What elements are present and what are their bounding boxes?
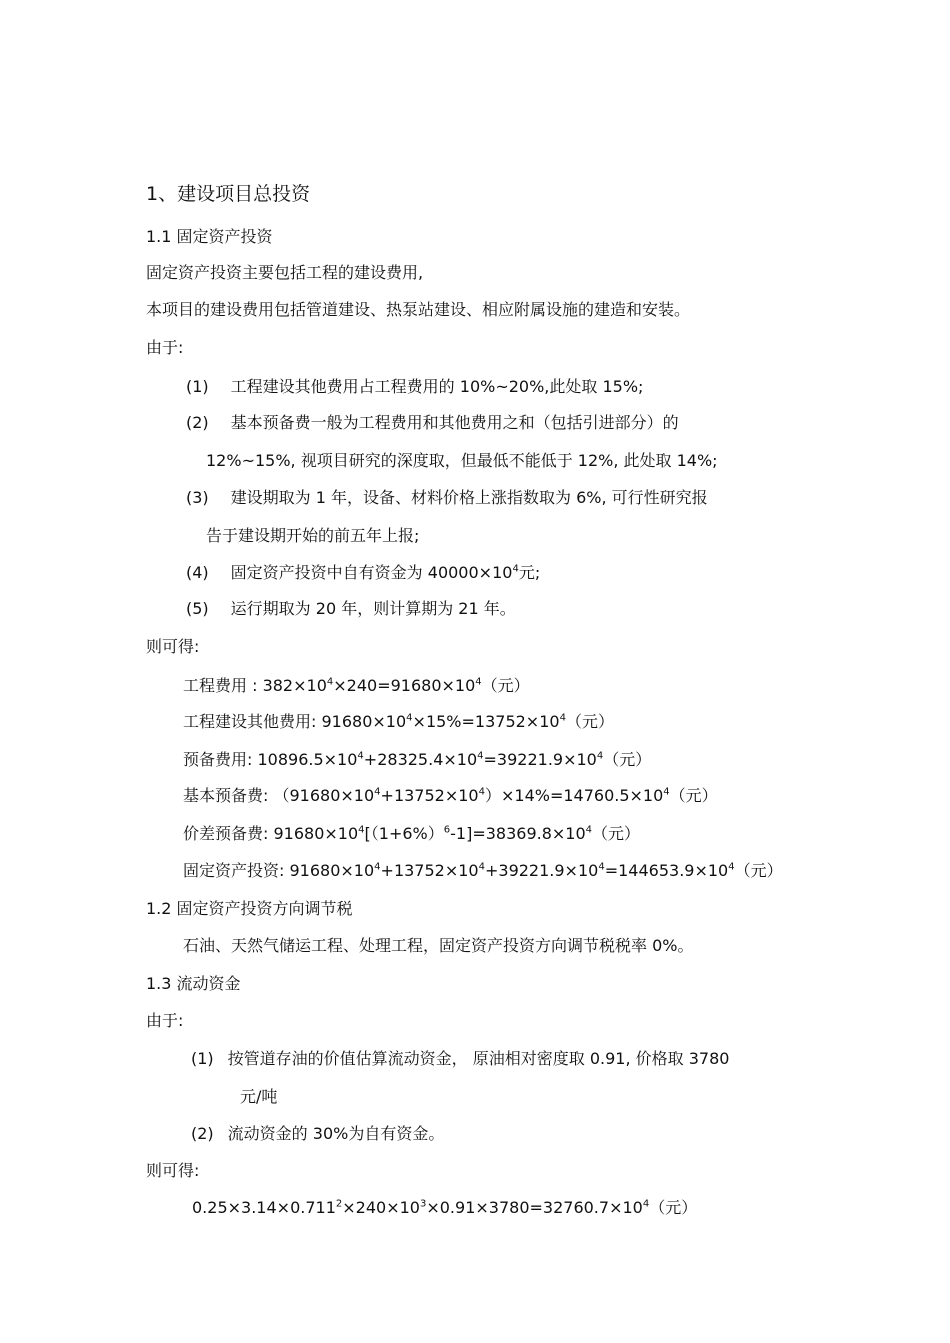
list-item: [186, 599, 516, 619]
working-capital-formula: [192, 1198, 697, 1218]
superscript: 4: [374, 786, 381, 798]
calc-other-cost: [183, 712, 614, 732]
list-number: (1): [191, 1049, 214, 1068]
superscript: 4: [598, 861, 605, 873]
superscript: 4: [326, 676, 334, 688]
section-1-2-title: 1.2 固定资产投资方向调节税: [146, 899, 353, 918]
calc-text: 工程建设其他费用: 91680×10: [183, 712, 407, 731]
calc-text: 0.25×3.14×0.711: [192, 1198, 336, 1217]
list-number: (2): [191, 1124, 214, 1143]
list-item: [186, 377, 643, 397]
superscript: 4: [477, 750, 484, 762]
list-text: 基本预备费一般为工程费用和其他费用之和（包括引进部分）的: [230, 413, 679, 432]
list-number: (3): [186, 488, 209, 507]
calc-text: 工程费用 : 382×10: [183, 676, 327, 695]
because-label: 由于:: [146, 1011, 184, 1030]
thus-label: 则可得:: [146, 1161, 200, 1180]
superscript: 2: [335, 1198, 343, 1210]
page-heading: 1、建设项目总投资: [146, 183, 311, 205]
calc-text: （元）: [481, 676, 530, 695]
thus-label: 则可得:: [146, 637, 200, 656]
calc-text: +28325.4×10: [363, 750, 478, 769]
calc-text: [（1+6%）: [364, 824, 444, 843]
because-label: 由于:: [146, 338, 184, 357]
superscript: 6: [443, 824, 451, 836]
list-text: 建设期取为 1 年，设备、材料价格上涨指数取为 6%, 可行性研究报: [230, 488, 708, 507]
calc-text: =39221.9×10: [483, 750, 597, 769]
list-text: 固定资产投资中自有资金为 40000×10: [230, 563, 513, 582]
list-item-continuation: 告于建设期开始的前五年上报;: [206, 526, 420, 545]
superscript: 4: [559, 712, 566, 724]
calc-text: 固定资产投资: 91680×10: [183, 861, 375, 880]
superscript: 4: [357, 750, 364, 762]
list-number: (4): [186, 563, 209, 582]
superscript: 4: [374, 861, 381, 873]
superscript: 4: [512, 563, 519, 575]
list-text: 流动资金的 30%为自有资金。: [227, 1124, 445, 1143]
list-number: (1): [186, 377, 209, 396]
calc-text: （元）: [669, 786, 718, 805]
list-item: [191, 1124, 444, 1144]
superscript: 4: [358, 824, 365, 836]
section-1-3-title: 1.3 流动资金: [146, 974, 241, 993]
calc-text: +39221.9×10: [484, 861, 599, 880]
superscript: 4: [728, 861, 735, 873]
list-item: [186, 563, 540, 583]
superscript: 4: [642, 1198, 650, 1210]
calc-text: （元）: [603, 750, 652, 769]
calc-text: （元）: [649, 1198, 698, 1217]
calc-text: 价差预备费: 91680×10: [183, 824, 359, 843]
calc-text: +13752×10: [380, 786, 479, 805]
calc-text: ×0.91×3780=32760.7×10: [426, 1198, 643, 1217]
list-text-tail: 元;: [518, 563, 541, 582]
calc-text: -1]=38369.8×10: [450, 824, 586, 843]
list-text: 按管道存油的价值估算流动资金， 原油相对密度取 0.91, 价格取 3780: [227, 1049, 730, 1068]
calc-text: =144653.9×10: [604, 861, 729, 880]
calc-reserve-cost: [183, 750, 651, 770]
calc-text: 预备费用: 10896.5×10: [183, 750, 358, 769]
superscript: 4: [663, 786, 670, 798]
superscript: 4: [478, 786, 485, 798]
calc-price-reserve: [183, 824, 640, 844]
list-text: 工程建设其他费用占工程费用的 10%~20%,此处取 15%;: [230, 377, 644, 396]
calc-basic-reserve: [183, 786, 718, 806]
paragraph: 固定资产投资主要包括工程的建设费用,: [146, 263, 424, 282]
calc-text: （元）: [565, 712, 614, 731]
calc-text: ×15%=13752×10: [412, 712, 560, 731]
paragraph: 本项目的建设费用包括管道建设、热泵站建设、相应附属设施的建造和安装。: [146, 300, 691, 319]
superscript: 4: [585, 824, 593, 836]
superscript: 4: [475, 676, 482, 688]
calc-text: ×240×10: [342, 1198, 420, 1217]
list-number: (2): [186, 413, 209, 432]
list-number: (5): [186, 599, 209, 618]
list-item-continuation: 元/吨: [240, 1087, 278, 1106]
calc-text: 基本预备费: （91680×10: [183, 786, 375, 805]
list-item-continuation: 12%~15%, 视项目研究的深度取，但最低不能低于 12%, 此处取 14%;: [206, 451, 718, 470]
superscript: 4: [478, 861, 485, 873]
section-1-1-title: 1.1 固定资产投资: [146, 227, 273, 246]
calc-engineering-cost: [183, 676, 530, 696]
list-item: [191, 1049, 729, 1069]
paragraph: 石油、天然气储运工程、处理工程，固定资产投资方向调节税税率 0%。: [183, 936, 694, 955]
list-item: [186, 413, 679, 433]
list-item: [186, 488, 708, 508]
superscript: 3: [419, 1198, 427, 1210]
calc-text: ）×14%=14760.5×10: [484, 786, 664, 805]
superscript: 4: [406, 712, 413, 724]
calc-text: +13752×10: [380, 861, 479, 880]
calc-fixed-asset-total: [183, 861, 783, 881]
calc-text: ×240=91680×10: [333, 676, 476, 695]
superscript: 4: [596, 750, 604, 762]
list-text: 运行期取为 20 年，则计算期为 21 年。: [230, 599, 516, 618]
calc-text: （元）: [592, 824, 641, 843]
calc-text: （元）: [734, 861, 783, 880]
